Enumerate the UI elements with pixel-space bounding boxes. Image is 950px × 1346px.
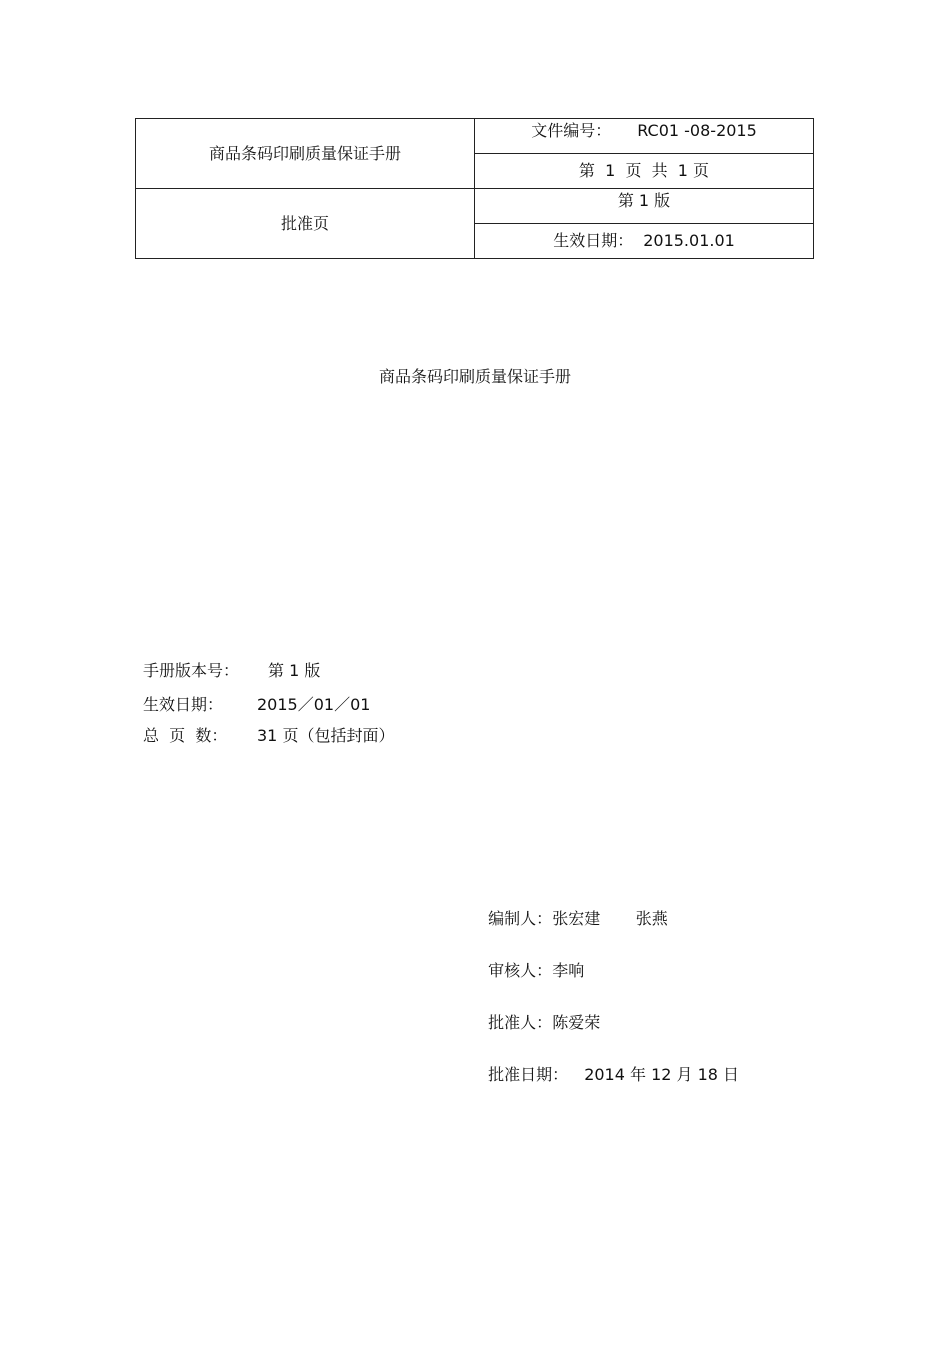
approval-date-value: 2014 年 12 月 18 日	[584, 1065, 740, 1084]
approver-row	[478, 991, 600, 1033]
file-number-value: RC01 -08-2015	[637, 121, 757, 140]
manual-version-value: 第 1 版	[268, 661, 321, 680]
approver-label: 批准人：	[488, 1013, 553, 1032]
approval-date-row	[478, 1043, 739, 1085]
effective-date-row-label: 生效日期：	[143, 695, 224, 714]
total-pages-row	[143, 723, 395, 780]
compiler-row	[478, 887, 668, 929]
file-number-cell	[475, 119, 813, 143]
compiler-label: 编制人：	[488, 909, 553, 928]
total-pages-label: 总 页 数：	[143, 726, 228, 745]
effective-date-label: 生效日期：	[553, 231, 634, 250]
document-title: 商品条码印刷质量保证手册	[378, 367, 571, 386]
total-pages-value: 31 页（包括封面）	[257, 726, 395, 745]
effective-date-row-value: 2015／01／01	[257, 695, 371, 714]
edition-cell: 第 1 版	[617, 191, 671, 210]
effective-date-cell	[475, 224, 813, 258]
reviewer-row	[478, 939, 584, 981]
file-number-label: 文件编号：	[531, 121, 612, 140]
compiler-value: 张宏建 张燕	[552, 909, 668, 928]
reviewer-value: 李响	[552, 961, 585, 980]
page-count-cell: 第 1 页 共 1 页	[578, 161, 710, 180]
effective-date-value: 2015.01.01	[643, 231, 735, 250]
manual-title-cell: 商品条码印刷质量保证手册	[208, 143, 401, 163]
page-name-cell: 批准页	[280, 213, 329, 233]
approval-date-label: 批准日期：	[488, 1065, 569, 1084]
approver-value: 陈爱荣	[552, 1013, 601, 1032]
reviewer-label: 审核人：	[488, 961, 553, 980]
header-table	[135, 118, 814, 259]
manual-version-label: 手册版本号：	[143, 661, 240, 680]
